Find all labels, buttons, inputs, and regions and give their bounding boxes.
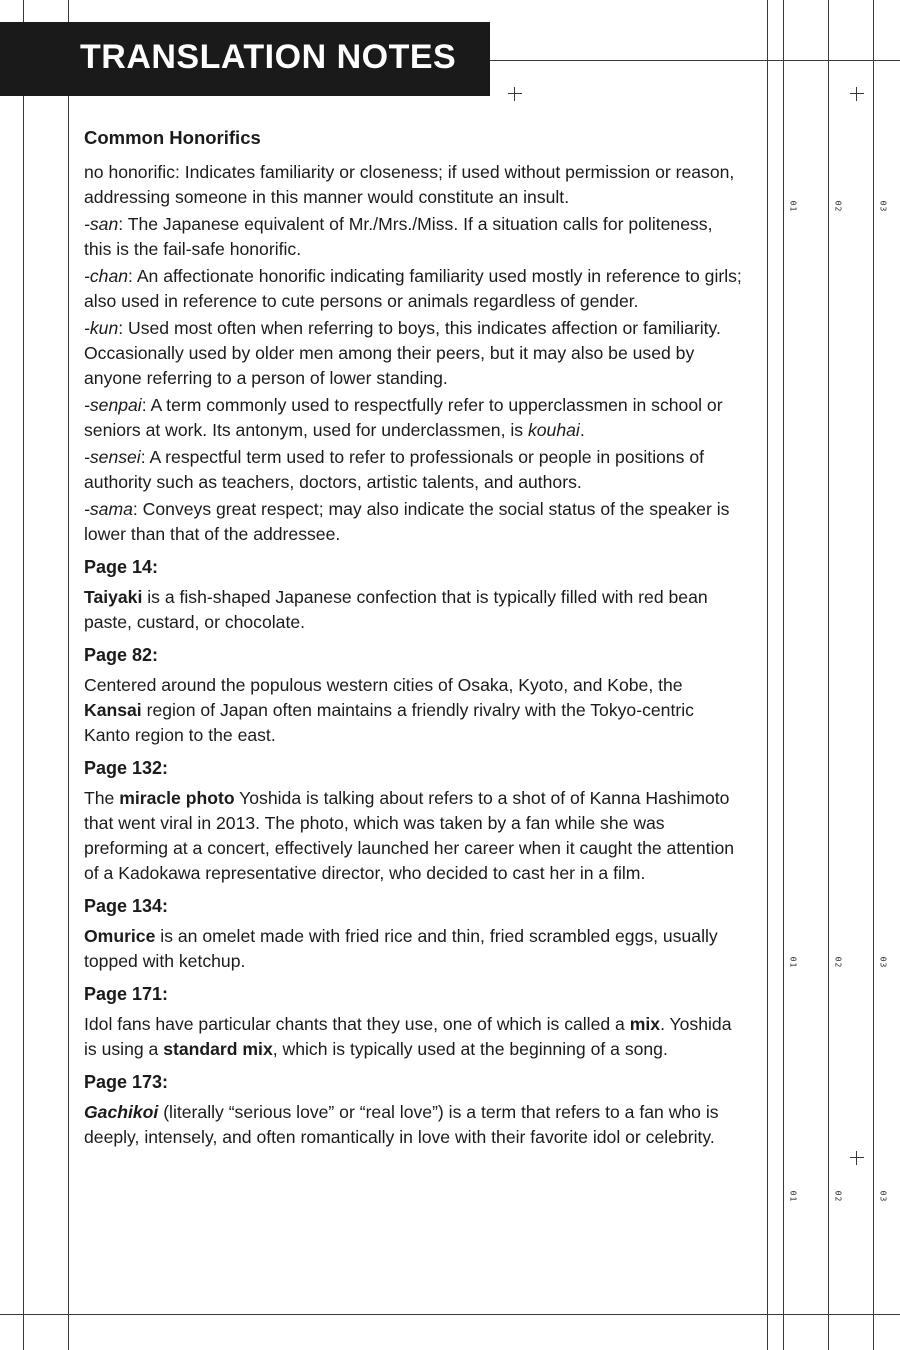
- page-note-heading: Page 132:: [84, 758, 169, 778]
- honorific-definition: : An affectionate honorific indicating familiarity used mostly in reference to girls; also used in reference to cute persons or animals regardless of gender.: [84, 266, 742, 311]
- page-note-heading: Page 171:: [84, 984, 169, 1004]
- margin-marker-label: 03: [878, 1190, 888, 1203]
- translation-notes-body: [84, 125, 744, 1152]
- page-note-segment: , which is typically used at the beginning of a song.: [272, 1039, 668, 1059]
- honorific-entry: [84, 445, 744, 495]
- honorific-term: -chan: [84, 266, 129, 286]
- honorific-definition-end: .: [579, 420, 585, 440]
- margin-marker-label: 01: [788, 200, 798, 213]
- guide-line-left-inner: [68, 0, 69, 1350]
- page-note: [84, 555, 744, 635]
- honorific-definition: : A respectful term used to refer to professionals or people in positions of authority such as teachers, doctors, artistic talents, and authors.: [84, 447, 705, 492]
- page-note: [84, 982, 744, 1062]
- margin-marker-label: 02: [833, 1190, 843, 1203]
- page-note: [84, 756, 744, 886]
- honorific-term: -kun: [84, 318, 119, 338]
- page-note-text: [84, 673, 744, 748]
- page-note-term: Taiyaki: [84, 587, 143, 607]
- page-note: [84, 643, 744, 748]
- page-note-segment: Yoshida is talking about refers to a shot of of Kanna Hashimoto that went viral in 2013. The photo, which was taken by a fan while she was preforming at a concert, effectively launched her career when it caught the attention of a Kadokawa representative director, who decided to cast her in a film.: [84, 788, 735, 883]
- honorific-entry: [84, 497, 744, 547]
- honorific-definition: : Conveys great respect; may also indicate the social status of the speaker is lower than that of the addressee.: [84, 499, 730, 544]
- honorific-definition: : Indicates familiarity or closeness; if used without permission or reason, addressing someone in this manner would constitute an insult.: [84, 162, 735, 207]
- margin-marker-label: 03: [878, 956, 888, 969]
- page-note-segment: (literally “serious love” or “real love”) is a term that refers to a fan who is deeply, intensely, and often romantically in love with their favorite idol or celebrity.: [84, 1102, 719, 1147]
- honorific-term: no honorific: [84, 162, 175, 182]
- page-note-segment: region of Japan often maintains a friendly rivalry with the Tokyo-centric Kanto region to the east.: [84, 700, 694, 745]
- page-note-heading: Page 173:: [84, 1072, 169, 1092]
- guide-line-right-3: [828, 0, 829, 1350]
- page-note-segment: Idol fans have particular chants that they use, one of which is called a: [84, 1014, 630, 1034]
- honorific-term: -sama: [84, 499, 133, 519]
- honorific-definition: : A term commonly used to respectfully refer to upperclassmen in school or seniors at work. Its antonym, used for underclassmen, is: [84, 395, 723, 440]
- page-note-segment: is a fish-shaped Japanese confection that is typically filled with red bean paste, custard, or chocolate.: [84, 587, 708, 632]
- page-title: TRANSLATION NOTES: [80, 38, 457, 76]
- margin-marker-label: 01: [788, 1190, 798, 1203]
- honorifics-list: [84, 160, 744, 547]
- guide-line-right-2: [783, 0, 784, 1350]
- honorific-entry: [84, 264, 744, 314]
- page-note-heading: Page 82:: [84, 645, 159, 665]
- honorific-antonym: kouhai: [527, 420, 580, 440]
- honorific-definition: : The Japanese equivalent of Mr./Mrs./Miss. If a situation calls for politeness, this is the fail-safe honorific.: [84, 214, 713, 259]
- guide-line-top: [490, 60, 900, 61]
- honorifics-heading: Common Honorifics: [84, 127, 261, 148]
- crosshair-mark: [850, 87, 864, 101]
- guide-line-right-1: [767, 0, 768, 1350]
- honorific-entry: [84, 316, 744, 391]
- margin-marker-label: 01: [788, 956, 798, 969]
- honorific-entry: [84, 212, 744, 262]
- page-note-text: [84, 1012, 744, 1062]
- margin-marker-label: 02: [833, 200, 843, 213]
- page-note-text: [84, 786, 744, 886]
- page-note-text: [84, 585, 744, 635]
- page-notes: [84, 555, 744, 1150]
- page-note-term: mix: [629, 1014, 661, 1034]
- crosshair-mark: [850, 1151, 864, 1165]
- page-note: [84, 894, 744, 974]
- page-note-text: [84, 924, 744, 974]
- page-note-term: Omurice: [84, 926, 156, 946]
- page-note-term: miracle photo: [119, 788, 235, 808]
- page-note-term: Kansai: [84, 700, 142, 720]
- page-note-heading: Page 14:: [84, 557, 159, 577]
- page-note: [84, 1070, 744, 1150]
- page-note-segment: Centered around the populous western cities of Osaka, Kyoto, and Kobe, the: [84, 675, 683, 695]
- page-note-term: Gachikoi: [84, 1102, 159, 1122]
- honorific-definition: : Used most often when referring to boys, this indicates affection or familiarity. Occasionally used by older men among their peers, but it may also be used by anyone referring to a person of lower standing.: [84, 318, 721, 388]
- honorific-term: -sensei: [84, 447, 141, 467]
- honorific-term: -san: [84, 214, 119, 234]
- guide-line-left-outer: [23, 0, 24, 1350]
- page-note-segment: . Yoshida is using a: [84, 1014, 732, 1059]
- page-note-heading: Page 134:: [84, 896, 169, 916]
- honorific-entry: [84, 160, 744, 210]
- margin-marker-label: 03: [878, 200, 888, 213]
- guide-line-right-4: [873, 0, 874, 1350]
- page-note-segment: The: [84, 788, 120, 808]
- crosshair-mark: [508, 87, 522, 101]
- page-note-term: standard mix: [163, 1039, 273, 1059]
- page-note-segment: is an omelet made with fried rice and thin, fried scrambled eggs, usually topped with ketchup.: [84, 926, 718, 971]
- honorific-term: -senpai: [84, 395, 142, 415]
- honorific-entry: [84, 393, 744, 443]
- guide-line-bottom: [0, 1314, 900, 1315]
- page-note-text: [84, 1100, 744, 1150]
- margin-marker-label: 02: [833, 956, 843, 969]
